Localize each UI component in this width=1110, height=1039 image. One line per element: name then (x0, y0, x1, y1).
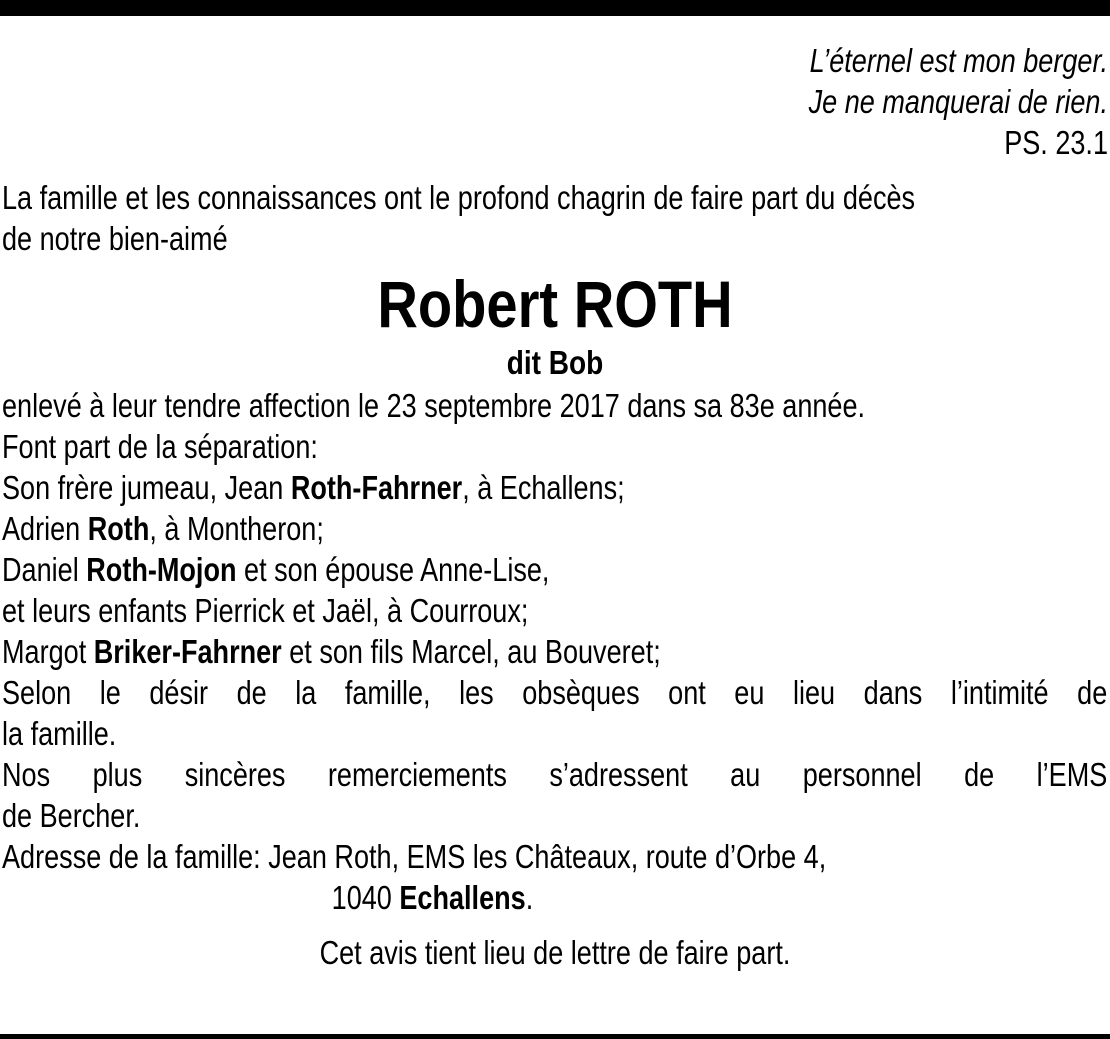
thanks-line-2: de Bercher. (2, 797, 141, 834)
word: remerciements (327, 756, 507, 793)
word: le (99, 674, 121, 711)
top-rule (0, 0, 1110, 16)
passing-line: enlevé à leur tendre affection le 23 septembre 2017 dans sa 83e année. (2, 387, 866, 424)
intro-line-1: La famille et les connaissances ont le profond chagrin de faire part du décès (2, 179, 916, 216)
family-prefix: Margot (2, 633, 94, 670)
address-line-1: Adresse de la famille: Jean Roth, EMS les Châteaux, route d’Orbe 4, (2, 838, 827, 875)
intro-paragraph (2, 177, 1108, 259)
obituary-notice (2, 40, 1108, 973)
word: l’EMS (1036, 756, 1108, 793)
word: personnel (802, 756, 922, 793)
separation-heading: Font part de la séparation: (2, 428, 318, 465)
word: eu (734, 674, 765, 711)
address-postcode: 1040 (331, 879, 400, 916)
quote-line-1: L’éternel est mon berger. (809, 42, 1108, 79)
intro-line-2: de notre bien-aimé (2, 220, 228, 257)
deceased-alias: dit Bob (506, 344, 604, 381)
family-prefix: Son frère jumeau, Jean (2, 469, 291, 506)
word: l’intimité (950, 674, 1049, 711)
family-surname: Roth-Fahrner (290, 469, 463, 506)
family-member-line (2, 549, 1107, 590)
family-suffix: et son épouse Anne-Lise, (236, 551, 550, 588)
thanks-line-1 (2, 754, 1107, 795)
address-city: Echallens (399, 879, 526, 916)
psalm-quote (201, 40, 1108, 163)
quote-reference: PS. 23.1 (1004, 124, 1108, 161)
family-surname: Roth-Mojon (86, 551, 237, 588)
family-suffix: et son fils Marcel, au Bouveret; (281, 633, 661, 670)
family-surname: Roth (87, 510, 150, 547)
word: dans (863, 674, 923, 711)
family-surname: Briker-Fahrner (93, 633, 282, 670)
word: s’adressent (549, 756, 688, 793)
quote-line-2: Je ne manquerai de rien. (808, 83, 1108, 120)
family-suffix: , à Echallens; (462, 469, 625, 506)
word: la (295, 674, 317, 711)
word: Selon (2, 674, 72, 711)
word: famille, (344, 674, 431, 711)
bottom-rule (0, 1034, 1110, 1039)
address-line-2 (2, 877, 1110, 918)
word: de (236, 674, 267, 711)
word: sincères (184, 756, 286, 793)
address-end: . (525, 879, 534, 916)
family-member-line (2, 467, 1107, 508)
notice-body (2, 385, 1108, 918)
family-member-line (2, 508, 1107, 549)
family-suffix: , à Montheron; (149, 510, 324, 547)
word: de (964, 756, 995, 793)
funeral-line-2: la famille. (2, 715, 117, 752)
word: de (1077, 674, 1108, 711)
deceased-name: Robert ROTH (377, 267, 733, 341)
family-prefix: et leurs enfants Pierrick et Jaël, à Courroux; (2, 592, 529, 629)
word: Nos (2, 756, 51, 793)
closing-note: Cet avis tient lieu de lettre de faire part. (319, 934, 791, 971)
word: les (459, 674, 494, 711)
word: au (730, 756, 761, 793)
funeral-line-1 (2, 672, 1107, 713)
word: plus (92, 756, 143, 793)
word: ont (668, 674, 706, 711)
family-member-line (2, 590, 1107, 631)
word: lieu (792, 674, 836, 711)
word: obsèques (522, 674, 640, 711)
family-prefix: Adrien (2, 510, 88, 547)
family-prefix: Daniel (2, 551, 87, 588)
family-member-line (2, 631, 1107, 672)
word: désir (149, 674, 209, 711)
